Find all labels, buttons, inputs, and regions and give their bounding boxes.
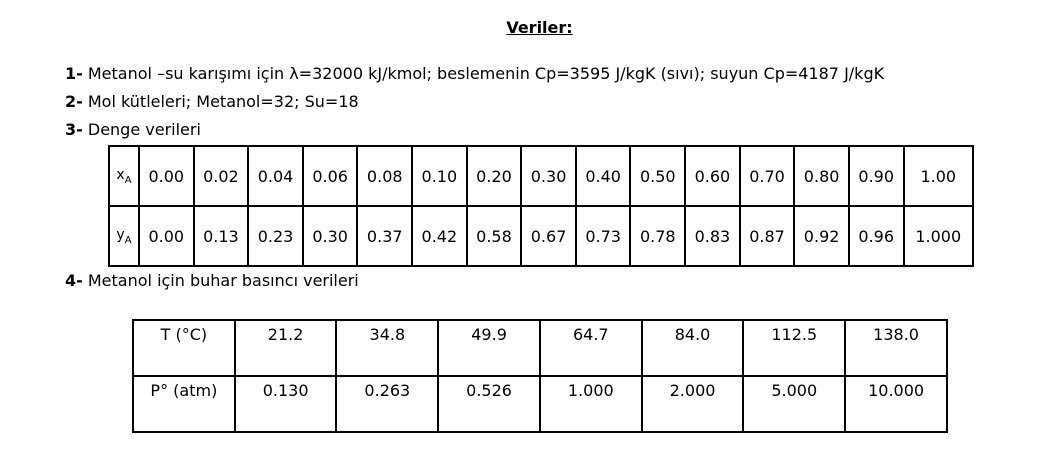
y-value-cell: 0.37 (357, 206, 412, 266)
y-value-cell: 0.30 (303, 206, 358, 266)
item-text: Mol kütleleri; Metanol=32; Su=18 (87, 92, 359, 111)
pressure-cell: 2.000 (642, 376, 744, 432)
item-number: 3- (65, 120, 83, 139)
x-value-cell: 0.04 (248, 146, 303, 206)
pressure-cell: 10.000 (845, 376, 947, 432)
y-value-cell: 0.67 (521, 206, 576, 266)
x-value-cell: 0.06 (303, 146, 358, 206)
y-value-cell: 0.23 (248, 206, 303, 266)
item-number: 1- (65, 64, 83, 83)
table-row (109, 146, 973, 206)
y-value-cell: 0.58 (467, 206, 522, 266)
x-value-cell: 0.00 (139, 146, 194, 206)
table-row (133, 376, 947, 432)
vapor-pressure-table (132, 319, 948, 433)
x-value-cell: 0.50 (630, 146, 685, 206)
y-value-cell: 0.83 (685, 206, 740, 266)
temperature-cell: 64.7 (540, 320, 642, 376)
x-value-cell: 0.10 (412, 146, 467, 206)
y-value-cell: 0.96 (849, 206, 904, 266)
y-value-cell: 0.42 (412, 206, 467, 266)
y-value-cell: 0.00 (139, 206, 194, 266)
y-value-cell: 0.92 (794, 206, 849, 266)
y-value-cell: 0.13 (194, 206, 249, 266)
item-number: 4- (65, 271, 83, 290)
x-value-cell: 0.70 (740, 146, 795, 206)
y-value-cell: 0.87 (740, 206, 795, 266)
y-value-cell: 0.73 (576, 206, 631, 266)
x-value-cell: 0.40 (576, 146, 631, 206)
temperature-cell: 138.0 (845, 320, 947, 376)
x-value-cell: 1.00 (904, 146, 973, 206)
y-header: $y_A$ (109, 206, 139, 266)
item-text: Denge verileri (87, 120, 201, 139)
pressure-cell: 0.263 (336, 376, 438, 432)
pressure-cell: 1.000 (540, 376, 642, 432)
table-row (133, 320, 947, 376)
item-3 (65, 120, 201, 139)
table-row (109, 206, 973, 266)
y-value-cell: 1.000 (904, 206, 973, 266)
x-value-cell: 0.60 (685, 146, 740, 206)
item-1 (65, 64, 884, 83)
temperature-cell: 112.5 (743, 320, 845, 376)
x-header: $x_A$ (109, 146, 139, 206)
temperature-cell: 34.8 (336, 320, 438, 376)
temperature-cell: 21.2 (235, 320, 337, 376)
pressure-cell: 0.526 (438, 376, 540, 432)
item-text: Metanol –su karışımı için λ=32000 kJ/kmol; beslemenin Cp=3595 J/kgK (sıvı); suyun Cp=4187 J/kgK (87, 64, 885, 83)
x-value-cell: 0.30 (521, 146, 576, 206)
pressure-cell: 5.000 (743, 376, 845, 432)
item-2 (65, 92, 359, 111)
pressure-header: P° (atm) (133, 376, 235, 432)
item-text: Metanol için buhar basıncı verileri (87, 271, 359, 290)
x-value-cell: 0.80 (794, 146, 849, 206)
x-value-cell: 0.02 (194, 146, 249, 206)
item-number: 2- (65, 92, 83, 111)
equilibrium-table (108, 145, 974, 267)
page-title: Veriler: (506, 18, 573, 37)
x-value-cell: 0.08 (357, 146, 412, 206)
x-value-cell: 0.20 (467, 146, 522, 206)
temperature-header: T (°C) (133, 320, 235, 376)
pressure-cell: 0.130 (235, 376, 337, 432)
temperature-cell: 49.9 (438, 320, 540, 376)
temperature-cell: 84.0 (642, 320, 744, 376)
y-value-cell: 0.78 (630, 206, 685, 266)
item-4 (65, 271, 359, 290)
x-value-cell: 0.90 (849, 146, 904, 206)
